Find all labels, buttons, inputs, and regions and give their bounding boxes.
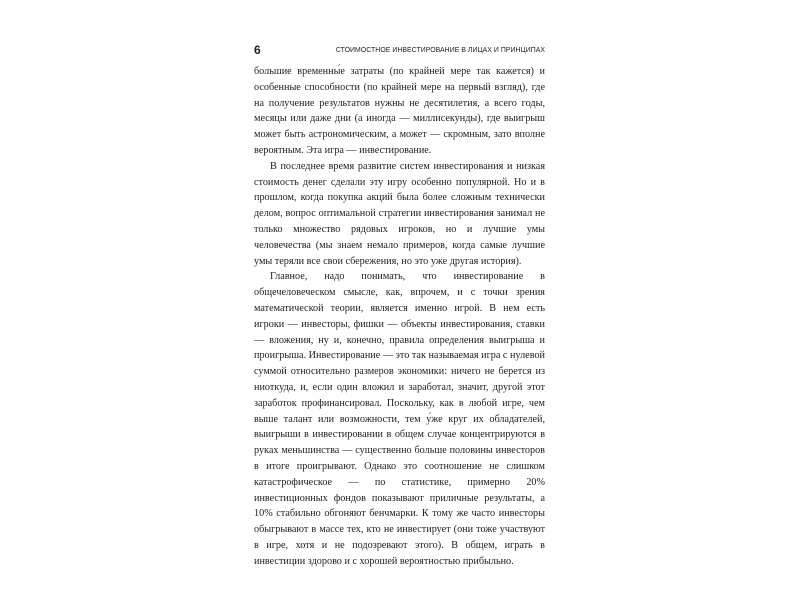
- page-number: 6: [254, 43, 261, 57]
- body-text: [254, 64, 545, 570]
- paragraph: В последнее время развитие систем инвестирования и низкая стоимость денег сделали эту игру особенно популярной. Но и в прошлом, когда покупка акций была более сложным технически делом, вопрос оптимальной стратегии инвестирования занимал не только множество рядовых игроков, но и лучшие умы человечества (мы знаем немало примеров, когда самые лучшие умы теряли все свои сбережения, но это уже другая история).: [254, 160, 545, 267]
- paragraph-continued: большие временны́е затраты (по крайней мере так кажется) и особенные способности (по крайней мере на первый взгляд), где на получение результатов нужны не десятилетия, а всего годы, месяцы или даже дни (а иногда — миллисекунды), где выигрыш может быть астрономическим, а может — скромным, зато вполне вероятным. Эта игра — инвестирование.: [254, 66, 545, 156]
- paragraph: Главное, надо понимать, что инвестирование в общечеловеческом смысле, как, впрочем, и с точки зрения математической теории, является именно игрой. В нем есть игроки — инвесторы, фишки — объекты инвестирования, ставки — вложения, ну и, конечно, правила определения выигрыша и проигрыша. Инвестирование — это так называемая игра с нулевой суммой относительно размеров экономики: ничего не берется из ниоткуда, и, если один вложил и заработал, значит, другой этот заработок профинансировал. Поскольку, как в любой игре, чем выше талант или возможности, тем у́же круг их обладателей, выигрыши в инвестировании в общем случае концентрируются в руках меньшинства — существенно больше половины инвесторов в итоге проигрывают. Однако это соотношение не слишком катастрофическое — по статистике, примерно 20% инвестиционных фондов показывают приличные результаты, а 10% стабильно обгоняют бенчмарки. К тому же часто инвесторы обыгрывают в массе тех, кто не инвестирует (они тоже участвуют в игре, хотя и не подозревают этого). В общем, играть в инвестиции здорово и с хорошей вероятностью прибыльно.: [254, 271, 545, 567]
- running-title: СТОИМОСТНОЕ ИНВЕСТИРОВАНИЕ В ЛИЦАХ И ПРИНЦИПАХ: [335, 47, 545, 54]
- running-head: [254, 44, 545, 58]
